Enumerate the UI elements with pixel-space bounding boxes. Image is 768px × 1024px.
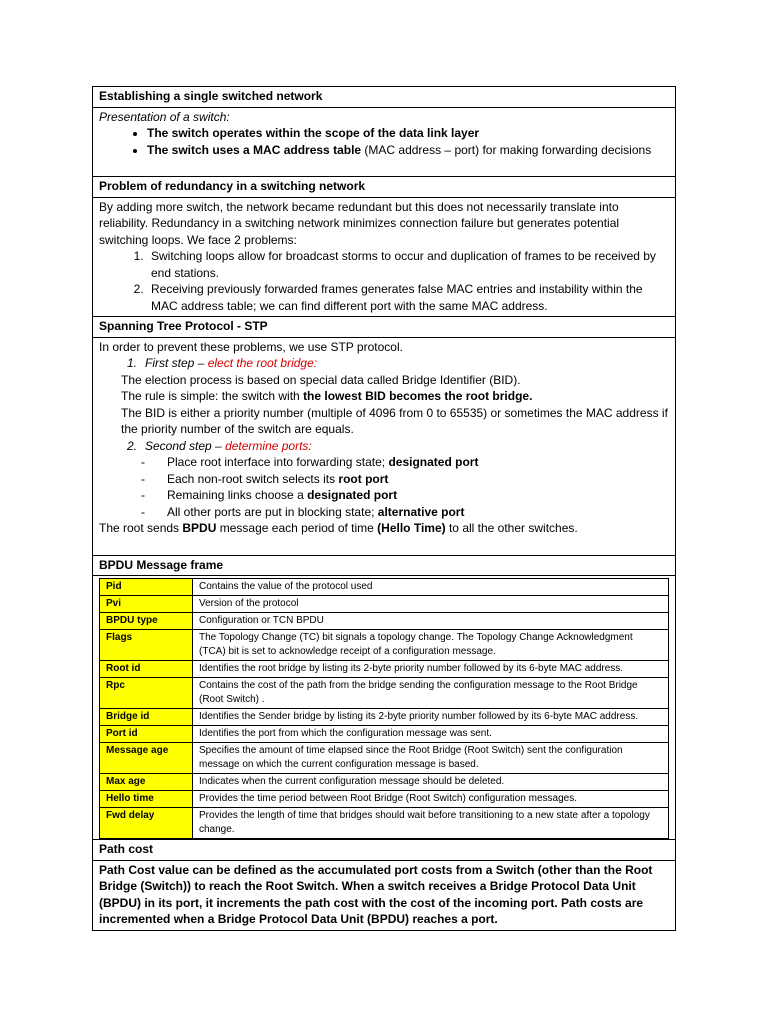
section-title-single-switched-network: Establishing a single switched network	[93, 87, 676, 108]
step-highlight: determine ports:	[225, 438, 312, 453]
port-role-text: Place root interface into forwarding state;	[167, 455, 389, 469]
bullet-text: The switch uses a	[147, 142, 254, 157]
bpdu-field-name: Hello time	[100, 791, 193, 808]
bullet-item	[147, 142, 669, 159]
switch-bullet-list	[99, 125, 669, 158]
bpdu-field-description: Specifies the amount of time elapsed since the Root Bridge (Root Switch) sent the configuration message on which the current configuration message is based.	[193, 743, 669, 774]
bpdu-field-description: Contains the value of the protocol used	[193, 579, 669, 596]
stp-text: The root sends	[99, 521, 183, 535]
port-role-list	[99, 454, 669, 520]
stp-step-1	[99, 355, 669, 372]
section-title-redundancy: Problem of redundancy in a switching network	[93, 177, 676, 198]
bpdu-field-name: Max age	[100, 774, 193, 791]
port-role-bold: designated port	[388, 455, 479, 469]
problem-item: 2. Receiving previously forwarded frames generates false MAC entries and instability within the MAC address table; we can find different port with the same MAC address.	[147, 281, 669, 314]
step-label: First step –	[145, 356, 208, 370]
bpdu-field-name: Rpc	[100, 678, 193, 709]
port-role-item	[167, 504, 669, 521]
bpdu-field-row	[100, 678, 669, 709]
step-label: Second step –	[145, 438, 226, 453]
stp-step-1-body	[99, 372, 669, 438]
port-role-text: All other ports are put in blocking state;	[167, 504, 378, 519]
stp-bold-text: (Hello Time)	[377, 521, 446, 535]
bpdu-field-description: Identifies the root bridge by listing its 2-byte priority number followed by its 6-byte MAC address.	[193, 661, 669, 678]
document-page	[92, 86, 676, 931]
bullet-item: • The switch operates within the scope of the data link layer	[147, 125, 669, 142]
bpdu-field-description: Identifies the Sender bridge by listing its 2-byte priority number followed by its 6-byte MAC address.	[193, 709, 669, 726]
bpdu-field-row	[100, 661, 669, 678]
stp-text: to all the other switches.	[445, 521, 578, 535]
bpdu-field-row	[100, 596, 669, 613]
stp-text: message each period of time	[216, 521, 378, 535]
bpdu-field-description: Contains the cost of the path from the bridge sending the configuration message to the Root Bridge (Root Switch) .	[193, 678, 669, 709]
bpdu-field-name: Port id	[100, 726, 193, 743]
bpdu-field-row	[100, 743, 669, 774]
stp-step-2	[99, 438, 669, 455]
stp-closing	[99, 520, 669, 537]
bpdu-field-description: Indicates when the current configuration message should be deleted.	[193, 774, 669, 791]
section-title-stp: Spanning Tree Protocol - STP	[93, 317, 676, 338]
section-body-switch	[93, 107, 676, 177]
port-role-bold: root port	[338, 471, 389, 486]
bpdu-field-row	[100, 791, 669, 808]
stp-line	[121, 388, 669, 405]
bpdu-field-name: Fwd delay	[100, 808, 193, 839]
bpdu-field-row	[100, 709, 669, 726]
bpdu-field-name: Pvi	[100, 596, 193, 613]
stp-line: The election process is based on special data called Bridge Identifier (BID).	[121, 372, 521, 387]
bpdu-field-description: Provides the length of time that bridges should wait before transitioning to a new state after a topology change.	[193, 808, 669, 839]
redundancy-problem-list	[99, 248, 669, 314]
bpdu-field-row	[100, 726, 669, 743]
step-highlight: elect the root bridge:	[207, 356, 318, 370]
stp-bold-text: the lowest BID becomes the root bridge.	[303, 389, 533, 403]
bpdu-field-row	[100, 808, 669, 839]
port-role-item	[167, 487, 669, 504]
bpdu-field-name: Root id	[100, 661, 193, 678]
bpdu-field-row	[100, 630, 669, 661]
bpdu-field-description: Version of the protocol	[193, 596, 669, 613]
step-number: 2.	[127, 438, 138, 453]
bpdu-field-description: Configuration or TCN BPDU	[193, 613, 669, 630]
bpdu-field-name: BPDU type	[100, 613, 193, 630]
section-body-stp	[93, 337, 676, 555]
port-role-item	[167, 454, 669, 471]
stp-text: The rule is simple: the switch with	[121, 389, 304, 403]
port-role-text: Each non-root switch selects its	[167, 471, 339, 486]
port-role-bold: alternative port	[377, 504, 465, 519]
bpdu-field-description: Provides the time period between Root Bridge (Root Switch) configuration messages.	[193, 791, 669, 808]
notes-table	[92, 86, 676, 931]
bpdu-field-row	[100, 579, 669, 596]
stp-intro: In order to prevent these problems, we use STP protocol.	[99, 339, 403, 354]
problem-item: 1. Switching loops allow for broadcast storms to occur and duplication of frames to be received by end stations.	[147, 248, 669, 281]
section-body-path-cost: Path Cost value can be defined as the accumulated port costs from a Switch (other than the Root Bridge (Switch)) to reach the Root Switch. When a switch receives a Bridge Protocol Data Unit (BPDU) in its port, it increments the path cost with the cost of the incoming port. Path costs are incremented when a Bridge Protocol Data Unit (BPDU) reaches a port.	[93, 860, 676, 930]
bpdu-field-name: Message age	[100, 743, 193, 774]
section-title-path-cost: Path cost	[93, 840, 676, 861]
port-role-bold: designated port	[307, 488, 398, 502]
section-title-bpdu: BPDU Message frame	[93, 555, 676, 576]
port-role-text: Remaining links choose a	[167, 488, 308, 502]
port-role-item	[167, 471, 669, 488]
section-body-bpdu	[93, 576, 676, 840]
step-number: 1.	[127, 356, 138, 370]
bpdu-fields-table	[99, 578, 669, 839]
stp-line: The BID is either a priority number (multiple of 4096 from 0 to 65535) or sometimes the MAC address if the priority number of the switch are equals.	[121, 405, 668, 436]
bpdu-field-row	[100, 613, 669, 630]
bpdu-field-name: Flags	[100, 630, 193, 661]
bpdu-field-description: The Topology Change (TC) bit signals a topology change. The Topology Change Acknowledgment (TCA) bit is set to acknowledge receipt of a configuration message.	[193, 630, 669, 661]
bullet-bold-text: MAC address table	[253, 142, 362, 157]
bpdu-field-description: Identifies the port from which the configuration message was sent.	[193, 726, 669, 743]
bpdu-field-row	[100, 774, 669, 791]
switch-subtitle: Presentation of a switch:	[99, 109, 230, 124]
bpdu-field-name: Pid	[100, 579, 193, 596]
stp-bold-text: BPDU	[182, 521, 217, 535]
bullet-text: (MAC address – port) for making forwarding decisions	[361, 142, 652, 157]
redundancy-intro: By adding more switch, the network became redundant but this does not necessarily translate into reliability. Redundancy in a switching network minimizes connection failure but generates potential switching loops. We face 2 problems:	[99, 199, 620, 247]
bpdu-field-name: Bridge id	[100, 709, 193, 726]
section-body-redundancy	[93, 197, 676, 317]
